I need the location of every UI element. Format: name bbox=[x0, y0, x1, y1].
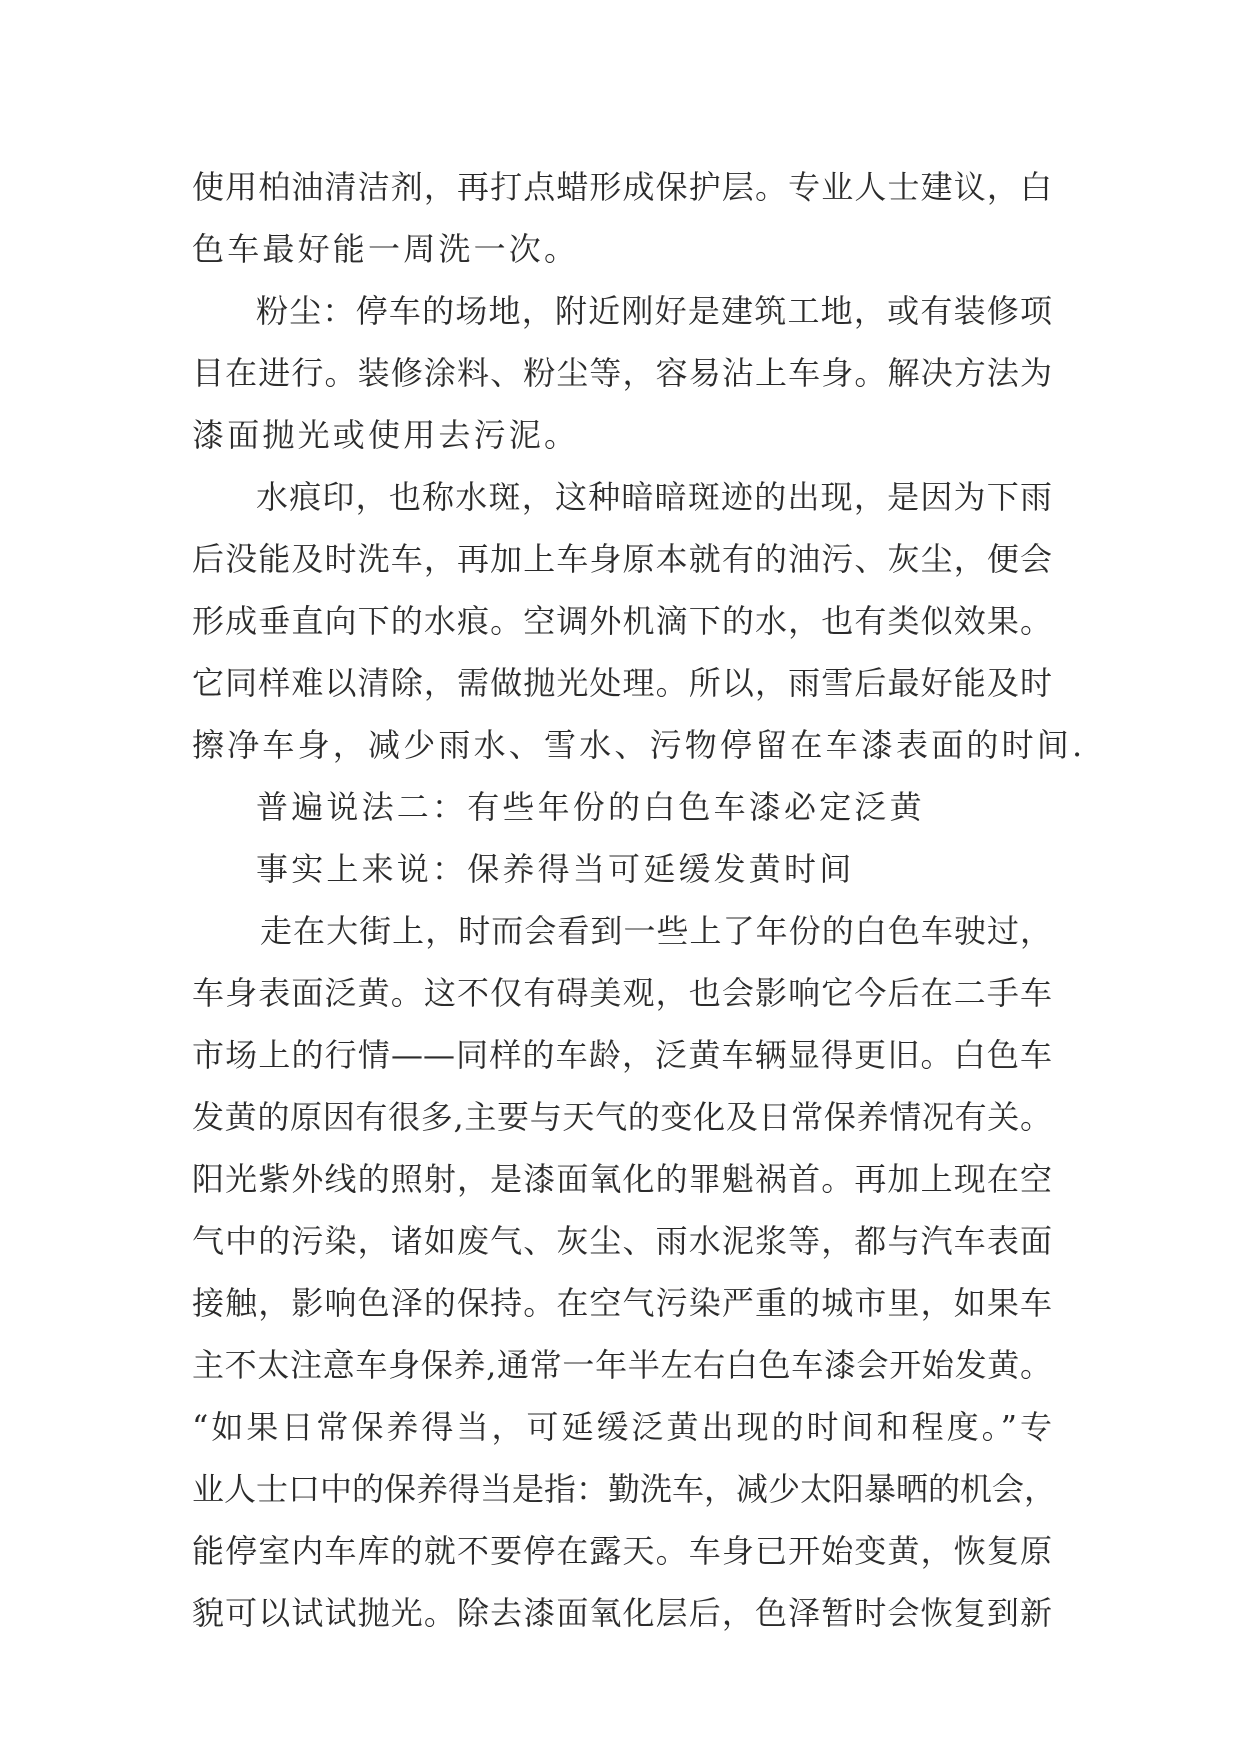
text-line: 擦净车身，减少雨水、雪水、污物停留在车漆表面的时间. bbox=[192, 726, 1086, 764]
text-line: 发黄的原因有很多,主要与天气的变化及日常保养情况有关。 bbox=[192, 1098, 1052, 1136]
text-line: 市场上的行情——同样的车龄，泛黄车辆显得更旧。白色车 bbox=[192, 1036, 1052, 1074]
text-line: 阳光紫外线的照射，是漆面氧化的罪魁祸首。再加上现在空 bbox=[192, 1160, 1052, 1198]
text-line: 目在进行。装修涂料、粉尘等，容易沾上车身。解决方法为 bbox=[192, 354, 1052, 392]
text-line: 貌可以试试抛光。除去漆面氧化层后，色泽暂时会恢复到新 bbox=[192, 1594, 1052, 1632]
text-line: 漆面抛光或使用去污泥。 bbox=[192, 416, 580, 454]
text-line: 主不太注意车身保养,通常一年半左右白色车漆会开始发黄。 bbox=[192, 1346, 1052, 1384]
text-line: 后没能及时洗车，再加上车身原本就有的油污、灰尘，便会 bbox=[192, 540, 1052, 578]
paragraph-start-line: 走在大街上，时而会看到一些上了年份的白色车驶过， bbox=[260, 912, 1052, 950]
text-line: “如果日常保养得当，可延缓泛黄出现的时间和程度。”专 bbox=[192, 1408, 1052, 1446]
paragraph-start-line: 粉尘：停车的场地，附近刚好是建筑工地，或有装修项 bbox=[256, 292, 1052, 330]
text-line: 业人士口中的保养得当是指：勤洗车，减少太阳暴晒的机会， bbox=[192, 1470, 1057, 1508]
paragraph-start-line: 水痕印，也称水斑，这种暗暗斑迹的出现，是因为下雨 bbox=[256, 478, 1052, 516]
subheading-line: 事实上来说：保养得当可延缓发黄时间 bbox=[256, 850, 855, 888]
subheading-line: 普遍说法二：有些年份的白色车漆必定泛黄 bbox=[256, 788, 925, 826]
text-line: 车身表面泛黄。这不仅有碍美观，也会影响它今后在二手车 bbox=[192, 974, 1052, 1012]
text-line: 气中的污染，诸如废气、灰尘、雨水泥浆等，都与汽车表面 bbox=[192, 1222, 1052, 1260]
text-line: 能停室内车库的就不要停在露天。车身已开始变黄，恢复原 bbox=[192, 1532, 1052, 1570]
text-line: 接触，影响色泽的保持。在空气污染严重的城市里，如果车 bbox=[192, 1284, 1052, 1322]
text-line: 形成垂直向下的水痕。空调外机滴下的水，也有类似效果。 bbox=[192, 602, 1052, 640]
text-line: 色车最好能一周洗一次。 bbox=[192, 230, 580, 268]
text-line: 使用柏油清洁剂，再打点蜡形成保护层。专业人士建议，白 bbox=[192, 168, 1052, 206]
document-body bbox=[192, 156, 1086, 1644]
text-line: 它同样难以清除，需做抛光处理。所以，雨雪后最好能及时 bbox=[192, 664, 1052, 702]
